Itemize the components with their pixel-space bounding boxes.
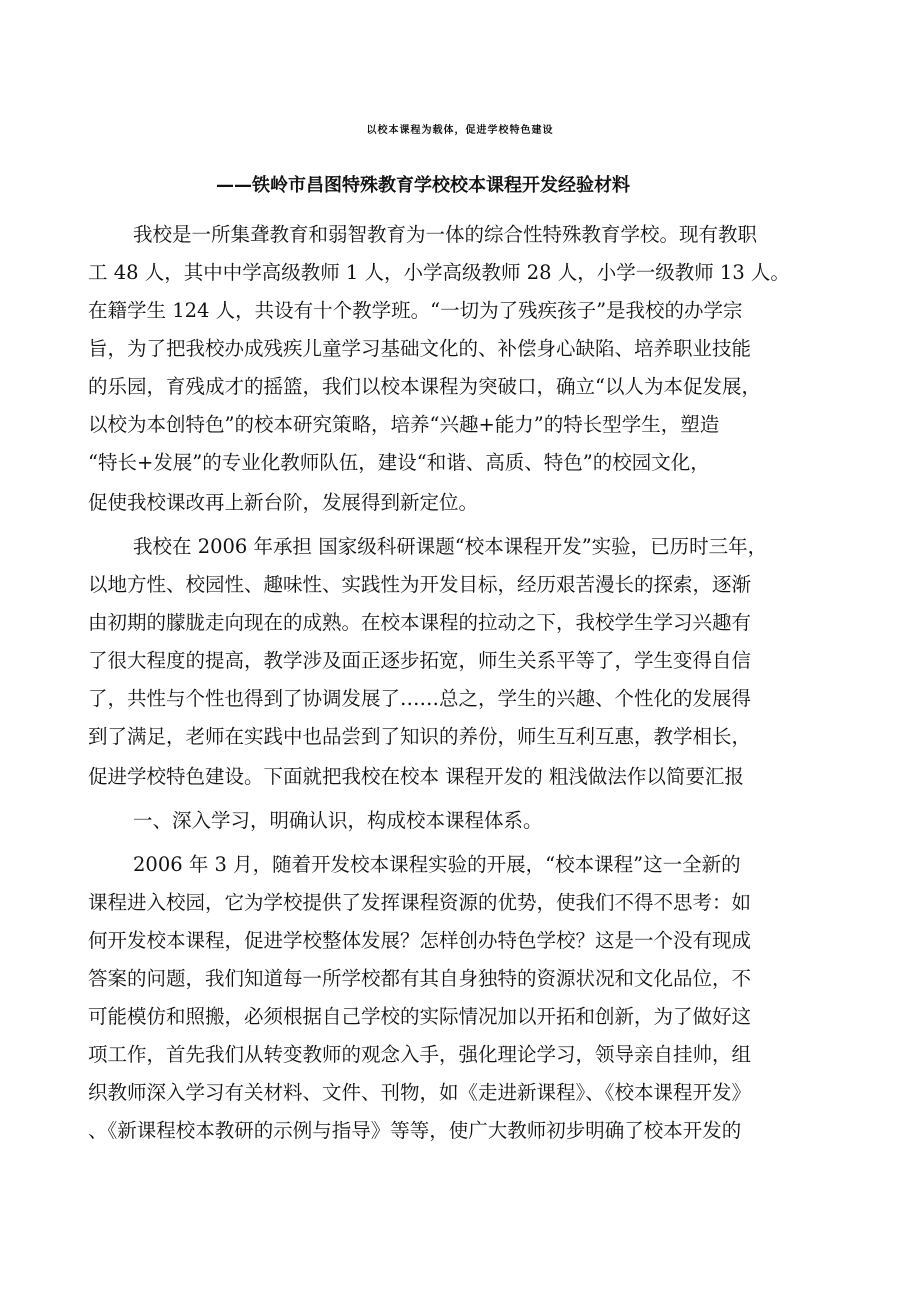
paragraph-line: 促使我校课改再上新台阶，发展得到新定位。 [88,491,479,514]
paragraph-line: 了，共性与个性也得到了协调发展了……总之，学生的兴趣、个性化的发展得 [88,687,752,710]
paragraph-line: 项工作，首先我们从转变教师的观念入手，强化理论学习，领导亲自挂帅，组 [88,1043,752,1066]
paragraph-line: 由初期的朦胧走向现在的成熟。在校本课程的拉动之下，我校学生学习兴趣有 [88,611,752,634]
paragraph-line: 到了满足，老师在实践中也品尝到了知识的养份，师生互利互惠，教学相长， [88,725,752,748]
document-subtitle: ——铁岭市昌图特殊教育学校校本课程开发经验材料 [216,175,630,196]
paragraph-line: 我校在 2006 年承担 国家级科研课题“校本课程开发”实验，已历时三年， [133,535,768,558]
paragraph-line: 织教师深入学习有关材料、文件、刊物，如《走进新课程》、《校本课程开发》 [88,1081,752,1104]
paragraph-line: 可能模仿和照搬，必须根据自己学校的实际情况加以开拓和创新，为了做好这 [88,1005,752,1028]
paragraph-line: 以地方性、校园性、趣味性、实践性为开发目标，经历艰苦漫长的探索，逐渐 [88,573,752,596]
paragraph-line: 以校为本创特色”的校本研究策略，培养“兴趣+能力”的特长型学生，塑造 [88,413,720,436]
paragraph-line: 答案的问题，我们知道每一所学校都有其自身独特的资源状况和文化品位，不 [88,967,752,990]
paragraph-line: 我校是一所集聋教育和弱智教育为一体的综合性特殊教育学校。现有教职 [133,223,758,246]
paragraph-line: 了很大程度的提高，教学涉及面正逐步拓宽，师生关系平等了，学生变得自信 [88,649,752,672]
paragraph-line: 的乐园，育残成才的摇篮，我们以校本课程为突破口，确立“以人为本促发展， [88,375,761,398]
paragraph-line: 在籍学生 124 人，共设有十个教学班。“一切为了残疾孩子”是我校的办学宗 [88,299,743,322]
paragraph-line: 何开发校本课程，促进学校整体发展？怎样创办特色学校？这是一个没有现成 [88,929,752,952]
section-heading: 一、深入学习，明确认识，构成校本课程体系。 [133,809,543,832]
paragraph-line: 工 48 人，其中中学高级教师 1 人，小学高级教师 28 人，小学一级教师 13 人。 [88,261,790,284]
paragraph-line: 促进学校特色建设。下面就把我校在校本 课程开发的 粗浅做法作以简要汇报 [88,765,744,788]
paragraph-line: 2006 年 3 月，随着开发校本课程实验的开展，“校本课程”这一全新的 [133,853,741,876]
paragraph-line: 课程进入校园，它为学校提供了发挥课程资源的优势，使我们不得不思考：如 [88,891,752,914]
paragraph-line: 旨，为了把我校办成残疾儿童学习基础文化的、补偿身心缺陷、培养职业技能 [88,337,752,360]
paragraph-line: 、《新课程校本教研的示例与指导》等等，使广大教师初步明确了校本开发的 [88,1119,742,1142]
document-title: 以校本课程为载体，促进学校特色建设 [366,125,554,136]
paragraph-line: “特长+发展”的专业化教师队伍，建设“和谐、高质、特色”的校园文化， [88,451,710,474]
